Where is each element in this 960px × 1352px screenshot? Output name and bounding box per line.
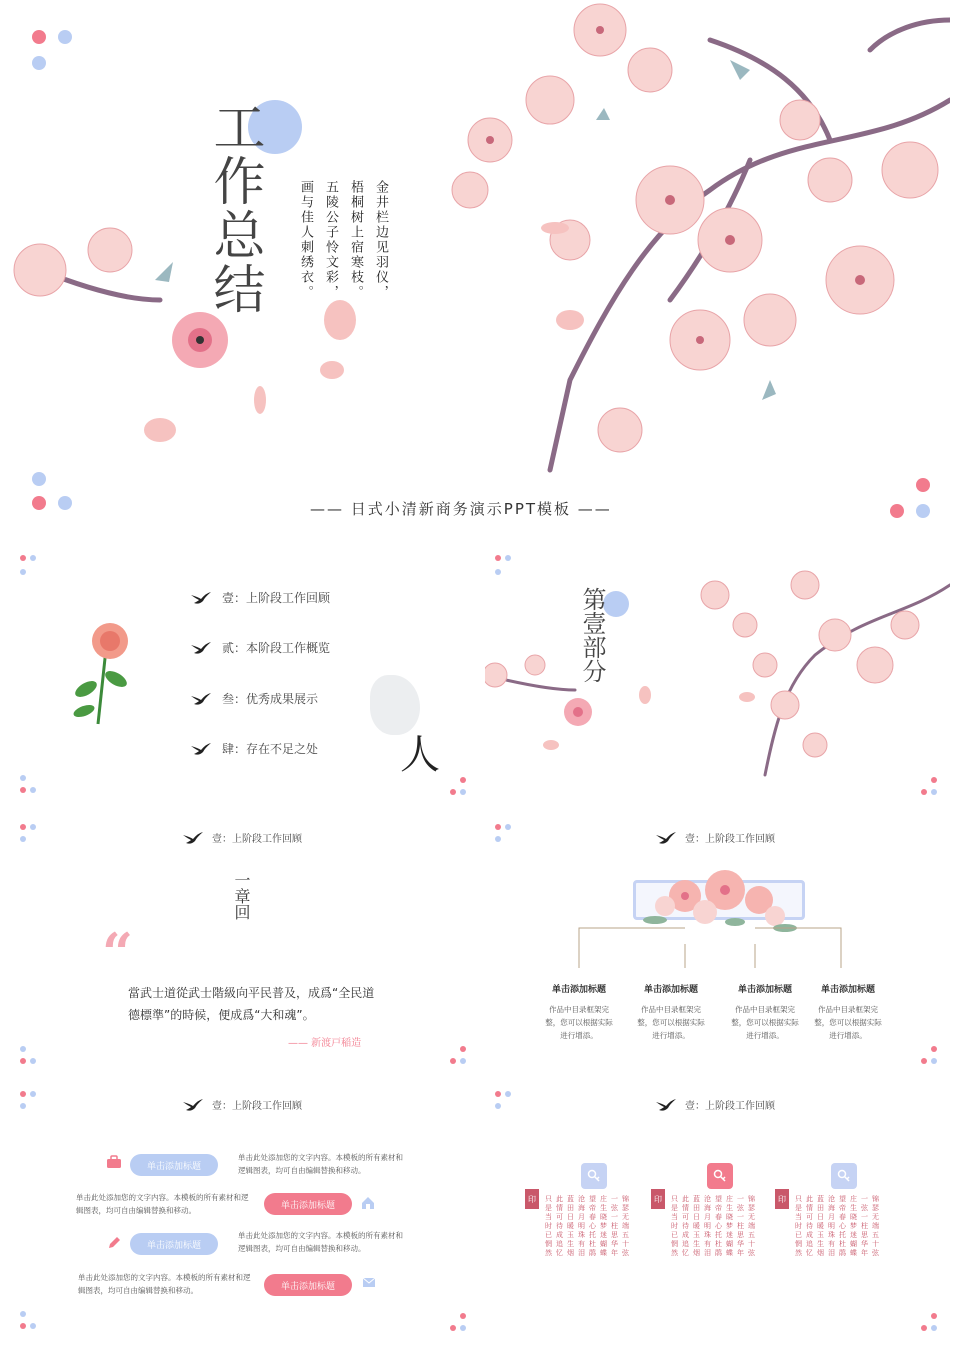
poem-group bbox=[545, 1195, 630, 1258]
quote-slide bbox=[10, 814, 480, 1078]
toc-item-4[interactable] bbox=[190, 740, 318, 757]
poem-col: 此情可待成追忆 bbox=[682, 1195, 689, 1257]
poem-col: 庄生晓梦迷蝴蝶 bbox=[600, 1195, 607, 1257]
toc-item-1[interactable] bbox=[190, 589, 330, 606]
poem-group bbox=[671, 1195, 756, 1258]
decor-dot bbox=[20, 824, 26, 830]
decor-dot bbox=[460, 1313, 466, 1319]
decor-dot bbox=[20, 1103, 26, 1109]
toc-item-label: 壹：上阶段工作回顾 bbox=[222, 591, 331, 605]
title-button[interactable]: 单击添加标题 bbox=[130, 1233, 218, 1255]
quote-author: —— 新渡戸稲造 bbox=[288, 1038, 362, 1049]
column-title[interactable]: 单击添加标题 bbox=[820, 985, 875, 995]
swallow-icon bbox=[655, 831, 677, 845]
column-3 bbox=[725, 982, 805, 1042]
decor-dot bbox=[505, 824, 511, 830]
column-desc: 作品中目录框架完整，您可以根据实际进行增添。 bbox=[814, 1005, 882, 1040]
key-badge[interactable] bbox=[581, 1163, 607, 1189]
poem-line: 金井栏边见羽仪， bbox=[373, 180, 388, 300]
swallow-icon bbox=[182, 1098, 204, 1112]
poem-col: 一弦一柱思华年 bbox=[861, 1195, 868, 1257]
poem-col: 蓝田日暖玉生烟 bbox=[693, 1195, 700, 1257]
slide-header bbox=[182, 1097, 302, 1112]
title-button[interactable]: 单击添加标题 bbox=[130, 1154, 218, 1176]
poem-col: 一弦一柱思华年 bbox=[737, 1195, 744, 1257]
poem-col: 沧海月明珠有泪 bbox=[704, 1195, 711, 1257]
slide-header bbox=[655, 830, 775, 845]
poem-col: 沧海月明珠有泪 bbox=[578, 1195, 585, 1257]
mail-icon bbox=[362, 1277, 376, 1289]
chapter-title: 一章回 bbox=[232, 872, 251, 920]
poem-col: 蓝田日暖玉生烟 bbox=[567, 1195, 574, 1257]
decor-dot bbox=[30, 1091, 36, 1097]
decor-dot bbox=[20, 1311, 26, 1317]
decor-dot bbox=[20, 1091, 26, 1097]
decor-dot bbox=[20, 775, 26, 781]
poem-line: 画与佳人刺绣衣。 bbox=[298, 180, 313, 300]
decor-dot bbox=[460, 789, 466, 795]
decor-dot bbox=[30, 1323, 36, 1329]
seal-icon: 印 bbox=[775, 1189, 789, 1209]
poem-col: 望帝春心托杜鹃 bbox=[589, 1195, 596, 1257]
row-text: 单击此处添加您的文字内容。本模板的所有素材和逻辑图表，均可自由编辑替换和移动。 bbox=[78, 1273, 251, 1295]
cover-subtitle: —— 日式小清新商务演示PPT模板 —— bbox=[310, 500, 612, 518]
home-icon bbox=[360, 1195, 376, 1211]
poem-col: 庄生晓梦迷蝴蝶 bbox=[726, 1195, 733, 1257]
decor-dot bbox=[20, 787, 26, 793]
key-icon bbox=[837, 1169, 851, 1183]
poem-col: 望帝春心托杜鹃 bbox=[839, 1195, 846, 1257]
cherry-blossom-illustration bbox=[10, 0, 950, 500]
toc-person-char: 人 bbox=[400, 732, 440, 778]
briefcase-icon bbox=[106, 1155, 122, 1169]
poem-col: 蓝田日暖玉生烟 bbox=[817, 1195, 824, 1257]
decor-dot bbox=[30, 787, 36, 793]
poem-line: 五陵公子怜文彩， bbox=[323, 180, 338, 300]
poem-col: 此情可待成追忆 bbox=[556, 1195, 563, 1257]
poem-col: 锦瑟无端五十弦 bbox=[748, 1195, 755, 1257]
row-text: 单击此处添加您的文字内容。本模板的所有素材和逻辑图表，均可自由编辑替换和移动。 bbox=[238, 1153, 403, 1175]
poem-col: 望帝春心托杜鹃 bbox=[715, 1195, 722, 1257]
poem-slide bbox=[485, 1083, 950, 1345]
connector-lines bbox=[485, 924, 950, 974]
decor-dot bbox=[20, 569, 26, 575]
poem-col: 锦瑟无端五十弦 bbox=[872, 1195, 879, 1257]
pencil-icon bbox=[106, 1235, 122, 1251]
decor-dot bbox=[450, 1325, 456, 1331]
column-desc: 作品中目录框架完整，您可以根据实际进行增添。 bbox=[637, 1005, 705, 1040]
toc-slide bbox=[10, 545, 480, 809]
row-text: 单击此处添加您的文字内容。本模板的所有素材和逻辑图表，均可自由编辑替换和移动。 bbox=[238, 1231, 403, 1253]
swallow-icon bbox=[190, 641, 212, 655]
poem-col: 锦瑟无端五十弦 bbox=[622, 1195, 629, 1257]
decor-dot bbox=[20, 1046, 26, 1052]
decor-dot bbox=[20, 555, 26, 561]
decor-dot bbox=[450, 789, 456, 795]
column-desc: 作品中目录框架完整，您可以根据实际进行增添。 bbox=[545, 1005, 613, 1040]
title-button[interactable]: 单击添加标题 bbox=[264, 1274, 352, 1296]
decor-dot bbox=[931, 1046, 937, 1052]
poem-col: 只是当时已惘然 bbox=[795, 1195, 802, 1257]
row-text: 单击此处添加您的文字内容。本模板的所有素材和逻辑图表，均可自由编辑替换和移动。 bbox=[76, 1193, 249, 1215]
decor-dot bbox=[460, 1046, 466, 1052]
key-icon bbox=[713, 1169, 727, 1183]
decor-dot bbox=[495, 824, 501, 830]
seal-icon: 印 bbox=[525, 1189, 539, 1209]
decor-dot bbox=[450, 1058, 456, 1064]
decor-dot bbox=[460, 1325, 466, 1331]
title-button[interactable]: 单击添加标题 bbox=[264, 1193, 352, 1215]
decor-dot bbox=[20, 1323, 26, 1329]
key-badge[interactable] bbox=[831, 1163, 857, 1189]
decor-dot bbox=[30, 1058, 36, 1064]
decor-dot bbox=[495, 836, 501, 842]
toc-item-label: 肆：存在不足之处 bbox=[222, 742, 319, 756]
quote-mark: “ bbox=[102, 921, 134, 985]
rose-icon bbox=[68, 619, 138, 729]
swallow-icon bbox=[655, 1098, 677, 1112]
poem-col: 沧海月明珠有泪 bbox=[828, 1195, 835, 1257]
cover-title: 工作总结 bbox=[204, 100, 264, 316]
decor-dot bbox=[20, 1058, 26, 1064]
columns-slide bbox=[485, 814, 950, 1078]
poem-line: 梧桐树上宿寒枝。 bbox=[348, 180, 363, 300]
swallow-icon bbox=[182, 831, 204, 845]
column-title[interactable]: 单击添加标题 bbox=[551, 985, 606, 995]
cherry-blossom-illustration bbox=[485, 545, 950, 795]
slide-header-label: 壹：上阶段工作回顾 bbox=[212, 834, 302, 845]
decor-dot bbox=[931, 1058, 937, 1064]
toc-item-label: 叁：优秀成果展示 bbox=[222, 692, 319, 706]
decor-dot bbox=[495, 1091, 501, 1097]
column-title[interactable]: 单击添加标题 bbox=[737, 985, 792, 995]
slide-header-label: 壹：上阶段工作回顾 bbox=[685, 834, 775, 845]
slide-header bbox=[182, 830, 302, 845]
part1-title: 第壹部分 bbox=[578, 587, 606, 683]
decor-dot bbox=[921, 1058, 927, 1064]
slide-header-label: 壹：上阶段工作回顾 bbox=[212, 1101, 302, 1112]
decor-dot bbox=[921, 1325, 927, 1331]
decor-dot bbox=[931, 1313, 937, 1319]
key-badge[interactable] bbox=[707, 1163, 733, 1189]
decor-dot bbox=[30, 824, 36, 830]
decor-dot bbox=[931, 1325, 937, 1331]
decor-dot bbox=[916, 504, 930, 518]
poem-col: 一弦一柱思华年 bbox=[611, 1195, 618, 1257]
column-desc: 作品中目录框架完整，您可以根据实际进行增添。 bbox=[731, 1005, 799, 1040]
part1-slide bbox=[485, 545, 950, 809]
quote-text: 當武士道從武士階級向平民普及，成爲“全民道德標準”的時候，便成爲“大和魂”。 bbox=[128, 986, 375, 1022]
swallow-icon bbox=[190, 692, 212, 706]
poem-col: 只是当时已惘然 bbox=[671, 1195, 678, 1257]
column-title[interactable]: 单击添加标题 bbox=[643, 985, 698, 995]
toc-item-3[interactable] bbox=[190, 690, 318, 707]
cover-slide bbox=[10, 0, 950, 540]
decor-dot bbox=[460, 1058, 466, 1064]
slide-header-label: 壹：上阶段工作回顾 bbox=[685, 1101, 775, 1112]
decor-dot bbox=[495, 1103, 501, 1109]
poem-col: 庄生晓梦迷蝴蝶 bbox=[850, 1195, 857, 1257]
toc-item-2[interactable] bbox=[190, 639, 330, 656]
seal-icon: 印 bbox=[651, 1189, 665, 1209]
poem-col: 此情可待成追忆 bbox=[806, 1195, 813, 1257]
swallow-icon bbox=[190, 591, 212, 605]
decor-dot bbox=[460, 777, 466, 783]
toc-item-label: 贰：本阶段工作概览 bbox=[222, 641, 331, 655]
slide-header bbox=[655, 1097, 775, 1112]
column-1 bbox=[539, 982, 619, 1042]
decor-dot bbox=[20, 836, 26, 842]
decor-dot bbox=[30, 555, 36, 561]
decor-dot bbox=[890, 504, 904, 518]
list-slide bbox=[10, 1083, 480, 1345]
poem-group bbox=[795, 1195, 880, 1258]
decor-dot bbox=[505, 1091, 511, 1097]
swallow-icon bbox=[190, 742, 212, 756]
column-2 bbox=[631, 982, 711, 1042]
key-icon bbox=[587, 1169, 601, 1183]
column-4 bbox=[808, 982, 888, 1042]
poem-col: 只是当时已惘然 bbox=[545, 1195, 552, 1257]
